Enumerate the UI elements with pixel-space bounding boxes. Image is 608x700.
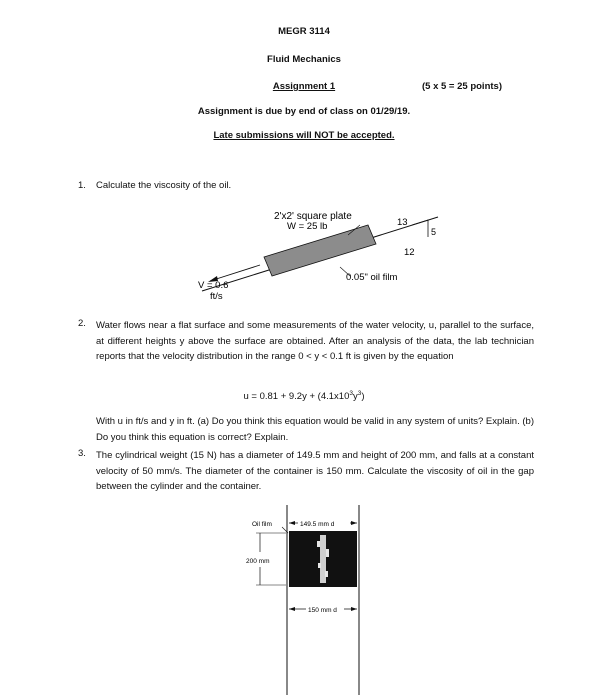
container-diameter-label: 150 mm d bbox=[308, 607, 337, 614]
weight-label: W = 25 lb bbox=[287, 221, 328, 232]
slope-triangle bbox=[412, 220, 428, 237]
slope-opp: 5 bbox=[431, 227, 437, 237]
cylinder-diameter-label: 149.5 mm d bbox=[300, 521, 335, 528]
q2-number: 2. bbox=[78, 318, 86, 329]
q1-text: Calculate the viscosity of the oil. bbox=[96, 180, 232, 191]
height-label: 200 mm bbox=[246, 558, 270, 565]
oil-film-label: 0.05" oil film bbox=[346, 272, 398, 283]
velocity-label-a: V = 0.6 bbox=[198, 280, 229, 291]
q3-text: The cylindrical weight (15 N) has a diameter of 149.5 mm and height of 200 mm, and falls at a constant velocity of 50 mm/s. The diameter of the container is 150 mm. Calculate the viscosity of oil in the gap between the cylinder and the container. bbox=[96, 450, 534, 492]
velocity-label-b: ft/s bbox=[210, 291, 223, 302]
slope-adj: 12 bbox=[404, 247, 415, 258]
q1-figure bbox=[190, 205, 450, 305]
q3-number: 3. bbox=[78, 448, 86, 459]
due-date: Assignment is due by end of class on 01/29/19. bbox=[197, 106, 411, 117]
plate-label: 2'x2' square plate bbox=[274, 211, 352, 222]
slope-hyp: 13 bbox=[397, 217, 408, 228]
course-subject: Fluid Mechanics bbox=[267, 54, 341, 65]
assignment-title: Assignment 1 bbox=[272, 81, 336, 92]
q2-followup: With u in ft/s and y in ft. (a) Do you think this equation would be valid in any system of units? Explain. (b) Do you think this equation is correct? Explain. bbox=[96, 416, 534, 443]
q2-equation: $u = 0.81 + 9.2y + (4.1x10^3y^3)$ bbox=[243, 390, 365, 403]
q2-text: Water flows near a flat surface and some measurements of the water velocity, u, parallel to the surface, at different heights y above the surface are obtained. After an analysis of the data, the lab technician reports that the velocity distribution in the range 0 < y < 0.1 ft is given by the equation bbox=[96, 320, 534, 362]
q1-number: 1. bbox=[78, 180, 86, 191]
points-label: (5 x 5 = 25 points) bbox=[422, 81, 502, 92]
late-notice: Late submissions will NOT be accepted. bbox=[213, 130, 395, 141]
q3-figure bbox=[232, 505, 372, 695]
square-plate bbox=[264, 225, 376, 276]
oil-film-label: Oil film bbox=[252, 521, 272, 528]
course-code: MEGR 3114 bbox=[278, 26, 330, 37]
